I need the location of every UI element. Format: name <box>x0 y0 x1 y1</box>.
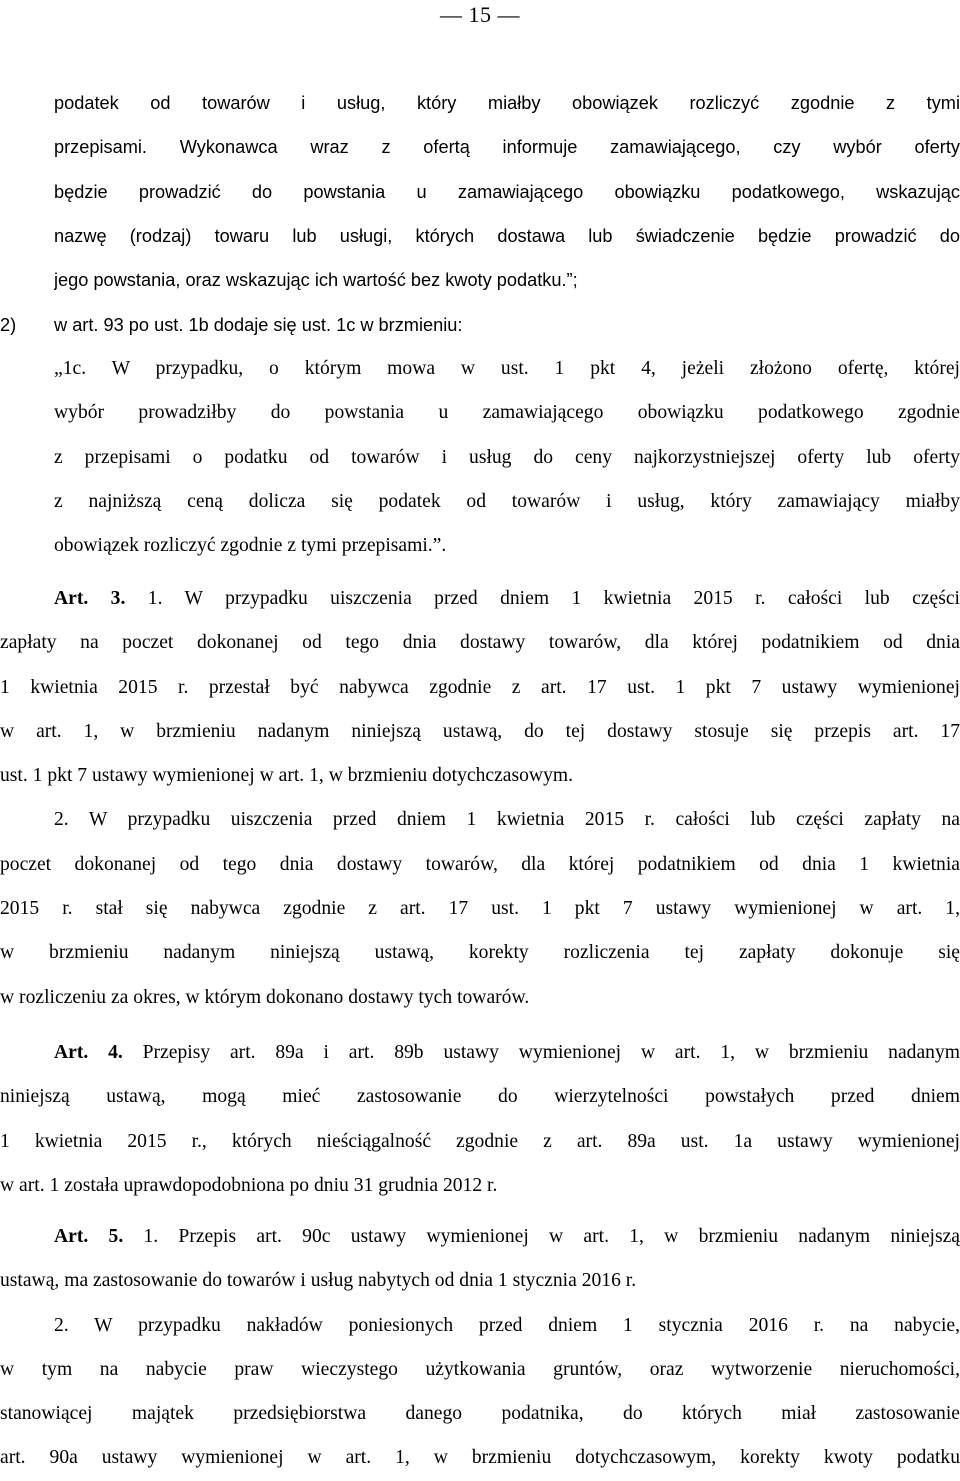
article-text: 1. W przypadku uiszczenia przed dniem 1 kwietnia 2015 r. całości lub części <box>125 588 960 609</box>
text-line: jego powstania, oraz wskazując ich wartość bez kwoty podatku.”; <box>54 270 578 291</box>
text-line: w rozliczeniu za okres, w którym dokonano dostawy tych towarów. <box>0 986 530 1008</box>
text-line: obowiązek rozliczyć zgodnie z tymi przepisami.”. <box>54 535 447 557</box>
text-line: 2. W przypadku nakładów poniesionych przed dniem 1 stycznia 2016 r. na nabycie, <box>54 1314 960 1336</box>
article-label: Art. 4. <box>54 1042 123 1063</box>
item2 <box>0 303 960 347</box>
text-line: w brzmieniu nadanym niniejszą ustawą, korekty rozliczenia tej zapłaty dokonuje się <box>0 942 960 964</box>
text-line: 1 kwietnia 2015 r. przestał być nabywca zgodnie z art. 17 ust. 1 pkt 7 ustawy wymienionej <box>0 676 960 698</box>
text-line: stanowiącej majątek przedsiębiorstwa danego podatnika, do których miał zastosowanie <box>0 1403 960 1425</box>
text-line: „1c. W przypadku, o którym mowa w ust. 1 pkt 4, jeżeli złożono ofertę, której <box>54 358 960 379</box>
text-line: 2015 r. stał się nabywca zgodnie z art. 17 ust. 1 pkt 7 ustawy wymienionej w art. 1, <box>0 898 960 920</box>
text-line <box>0 577 960 621</box>
article-text: 1. Przepis art. 90c ustawy wymienionej w art. 1, w brzmieniu nadanym niniejszą <box>123 1226 960 1247</box>
text-line: poczet dokonanej od tego dnia dostawy towarów, dla której podatnikiem od dnia 1 kwietnia <box>0 853 960 875</box>
text-line: 1 kwietnia 2015 r., których nieściągalność zgodnie z art. 89a ust. 1a ustawy wymienionej <box>0 1130 960 1152</box>
text-line: niniejszą ustawą, mogą mieć zastosowanie do wierzytelności powstałych przed dniem <box>0 1086 960 1108</box>
text-line: ustawą, ma zastosowanie do towarów i usług nabytych od dnia 1 stycznia 2016 r. <box>0 1270 637 1292</box>
text-line: art. 90a ustawy wymienionej w art. 1, w brzmieniu dotychczasowym, korekty kwoty podatku <box>0 1447 960 1469</box>
text-line: w art. 1 została uprawdopodobniona po dniu 31 grudnia 2012 r. <box>0 1174 498 1196</box>
text-line: w tym na nabycie praw wieczystego użytkowania gruntów, oraz wytworzenie nieruchomości, <box>0 1358 960 1380</box>
text-line: będzie prowadzić do powstania u zamawiającego obowiązku podatkowego, wskazując <box>54 181 960 202</box>
item-number: 2) <box>0 315 17 335</box>
text-line: w art. 1, w brzmieniu nadanym niniejszą ustawą, do tej dostawy stosuje się przepis art. 17 <box>0 720 960 742</box>
text-line: zapłaty na poczet dokonanej od tego dnia dostawy towarów, dla której podatnikiem od dnia <box>0 632 960 654</box>
item2-quote <box>0 347 960 568</box>
art5 <box>0 1215 960 1481</box>
article-label: Art. 5. <box>54 1226 124 1247</box>
page-number: — 15 — <box>440 2 520 27</box>
item1-tail <box>0 81 960 302</box>
text-line: z najniższą ceną dolicza się podatek od towarów i usług, który zamawiający miałby <box>54 490 960 512</box>
text-line <box>0 1031 960 1075</box>
text-line <box>0 1215 960 1259</box>
text-line: wybór prowadziłby do powstania u zamawiającego obowiązku podatkowego zgodnie <box>54 402 960 424</box>
item-text: w art. 93 po ust. 1b dodaje się ust. 1c w brzmieniu: <box>54 315 463 335</box>
text-line: podatek od towarów i usług, który miałby obowiązek rozliczyć zgodnie z tymi <box>54 93 960 113</box>
art4 <box>0 1031 960 1208</box>
text-line: przepisami. Wykonawca wraz z ofertą informuje zamawiającego, czy wybór oferty <box>54 137 960 158</box>
text-line: ust. 1 pkt 7 ustawy wymienionej w art. 1, w brzmieniu dotychczasowym. <box>0 765 574 787</box>
article-label: Art. 3. <box>54 588 126 609</box>
text-line: nazwę (rodzaj) towaru lub usługi, których dostawa lub świadczenie będzie prowadzić do <box>54 225 960 246</box>
text-line: z przepisami o podatku od towarów i usług do ceny najkorzystniejszej oferty lub oferty <box>54 446 960 468</box>
article-text: Przepisy art. 89a i art. 89b ustawy wymienionej w art. 1, w brzmieniu nadanym <box>122 1042 960 1063</box>
art3 <box>0 577 960 1020</box>
text-line: 2. W przypadku uiszczenia przed dniem 1 kwietnia 2015 r. całości lub części zapłaty na <box>54 809 960 831</box>
